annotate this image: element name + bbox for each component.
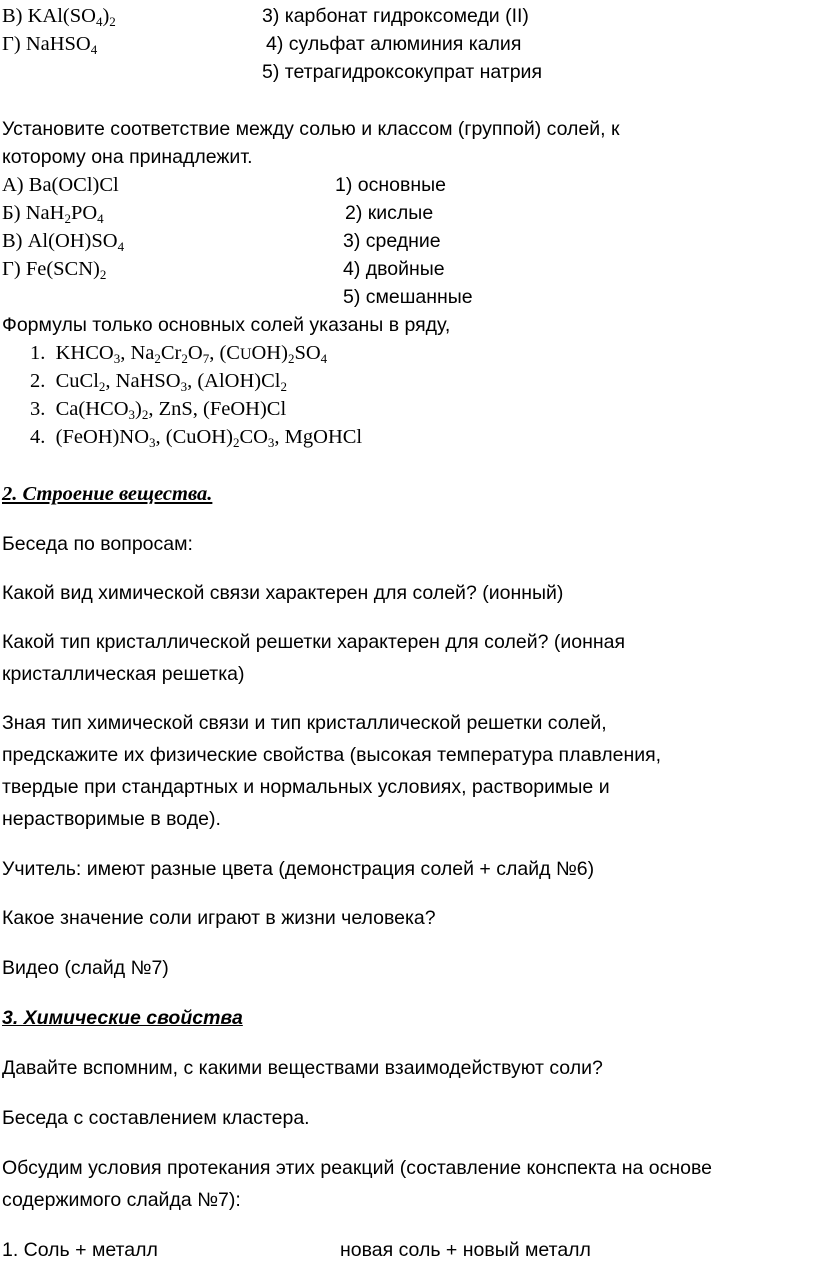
section3-p2: Беседа с составлением кластера. — [2, 1107, 310, 1129]
task2-prompt-1: Установите соответствие между солью и классом (группой) солей, к — [2, 118, 620, 140]
section2-p4-1: Зная тип химической связи и тип кристаллической решетки солей, — [2, 712, 607, 734]
formula-part: , (CuOH) — [155, 426, 233, 448]
formula-part: KHCO — [55, 342, 114, 364]
formula-sub: 2 — [99, 267, 107, 282]
section2-heading: 2. Строение вещества. — [2, 483, 213, 505]
task3-option-2 — [30, 369, 287, 393]
task2-prompt-2: которому она принадлежит. — [2, 146, 253, 168]
row-label: Г) — [2, 33, 26, 55]
section2-p2: Какой вид химической связи характерен для солей? (ионный) — [2, 582, 564, 604]
formula-small-u: U — [239, 346, 252, 363]
section2-p3-2: кристаллическая решетка) — [2, 663, 245, 685]
intro-row-2-left — [2, 32, 97, 56]
task2-row-v — [2, 229, 124, 253]
intro-row-1-right: 3) карбонат гидроксомеди (II) — [262, 5, 529, 27]
section2-p4-4: нерастворимые в воде). — [2, 808, 221, 830]
formula-part: CO — [239, 426, 268, 448]
row-label: Б) — [2, 202, 26, 224]
row-label: Г) — [2, 258, 26, 280]
reaction-1-right: новая соль + новый металл — [340, 1239, 591, 1261]
formula-part: Cr — [160, 342, 182, 364]
formula-sub: 2 — [287, 351, 295, 366]
task2-row-g — [2, 257, 106, 281]
row-label: В) — [2, 5, 28, 27]
option-number: 4. — [30, 426, 46, 448]
option-number: 3. — [30, 398, 46, 420]
section2-p1: Беседа по вопросам: — [2, 533, 193, 555]
task2-class-1: 1) основные — [335, 174, 446, 196]
formula-part: ) — [135, 398, 142, 420]
intro-row-3-right: 5) тетрагидроксокупрат натрия — [262, 61, 543, 83]
task2-row-b — [2, 201, 104, 225]
formula-part: O — [187, 342, 203, 364]
formula-sub: 3 — [149, 435, 156, 450]
formula-part: SO — [294, 342, 321, 364]
task2-class-2: 2) кислые — [345, 202, 434, 224]
formula-sub: 2 — [280, 379, 287, 394]
section2-p5: Учитель: имеют разные цвета (демонстрация солей + слайд №6) — [2, 858, 595, 880]
formula-sub: 7 — [202, 351, 210, 366]
formula-part: PO — [70, 202, 98, 224]
formula-part: Fe(SCN) — [25, 258, 100, 280]
section3-p1: Давайте вспомним, с какими веществами взаимодействуют соли? — [2, 1057, 603, 1079]
formula-part: , (C — [209, 342, 240, 364]
formula-part: NaHSO — [25, 33, 91, 55]
intro-row-1-left — [2, 4, 116, 28]
formula-sub: 4 — [95, 14, 103, 29]
formula-part: NaH — [25, 202, 65, 224]
formula-sub: 4 — [117, 239, 125, 254]
formula-part: KAl(SO — [27, 5, 96, 27]
formula-sub: 2 — [109, 14, 116, 29]
formula-part: , (AlOH)Cl — [187, 370, 281, 392]
formula-part: (FeOH)NO — [55, 426, 149, 448]
section3-heading: 3. Химические свойства — [2, 1007, 243, 1029]
intro-row-2-right: 4) сульфат алюминия калия — [266, 33, 522, 55]
formula-part: ) — [102, 5, 110, 27]
formula-sub: 4 — [97, 211, 104, 226]
section2-p7: Видео (слайд №7) — [2, 957, 169, 979]
section3-p3-1: Обсудим условия протекания этих реакций (составление конспекта на основе — [2, 1157, 712, 1179]
row-label: А) — [2, 174, 29, 196]
task3-option-4 — [30, 425, 362, 449]
formula-sub: 2 — [154, 351, 161, 366]
section2-p4-3: твердые при стандартных и нормальных условиях, растворимые и — [2, 776, 610, 798]
option-number: 2. — [30, 370, 46, 392]
section2-p3-1: Какой тип кристаллической решетки характерен для солей? (ионная — [2, 631, 626, 653]
reaction-1-left: 1. Соль + металл — [2, 1239, 158, 1261]
option-number: 1. — [30, 342, 46, 364]
formula-part: , Na — [120, 342, 155, 364]
formula-sub: 2 — [232, 435, 240, 450]
formula-part: , ZnS, (FeOH)Cl — [148, 398, 287, 420]
task3-option-3 — [30, 397, 286, 421]
section2-p4-2: предскажите их физические свойства (высокая температура плавления, — [2, 744, 662, 766]
formula-part: OH) — [251, 342, 288, 364]
task3-prompt: Формулы только основных солей указаны в ряду, — [2, 314, 451, 336]
task2-class-4: 4) двойные — [343, 258, 445, 280]
task2-row-a — [2, 173, 119, 197]
formula-part: Ba(OCl)Cl — [28, 174, 119, 196]
row-label: В) — [2, 230, 28, 252]
section2-p6: Какое значение соли играют в жизни человека? — [2, 907, 436, 929]
task3-option-1 — [30, 341, 327, 367]
formula-part: Ca(HCO — [55, 398, 129, 420]
formula-part: Al(OH)SO — [27, 230, 118, 252]
section3-p3-2: содержимого слайда №7): — [2, 1189, 241, 1211]
formula-sub: 2 — [181, 351, 188, 366]
task2-class-5: 5) смешанные — [343, 286, 473, 308]
formula-sub: 3 — [113, 351, 121, 366]
formula-sub: 4 — [90, 42, 98, 57]
formula-part: CuCl — [55, 370, 99, 392]
formula-sub: 2 — [98, 379, 106, 394]
formula-sub: 2 — [64, 211, 71, 226]
formula-sub: 3 — [180, 379, 188, 394]
formula-sub: 2 — [141, 407, 149, 422]
formula-part: , MgOHCl — [274, 426, 363, 448]
formula-sub: 4 — [320, 351, 328, 366]
formula-sub: 3 — [128, 407, 136, 422]
formula-part: , NaHSO — [105, 370, 181, 392]
task2-class-3: 3) средние — [343, 230, 441, 252]
formula-sub: 3 — [267, 435, 275, 450]
